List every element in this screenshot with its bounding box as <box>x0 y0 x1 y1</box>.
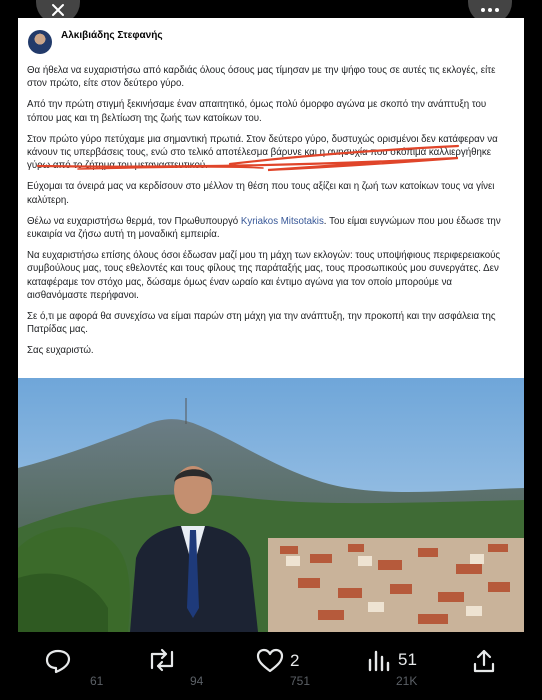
reply-count: 61 <box>90 674 104 688</box>
analytics-icon <box>366 648 392 672</box>
share-button[interactable] <box>472 648 496 674</box>
repost-icon <box>146 648 178 672</box>
paragraph: Θα ήθελα να ευχαριστήσω από καρδιάς όλους όσους μας τίμησαν με την ψήφο τους σε αυτές τις εκλογές, είτε στον πρώτο, είτε στον δεύτερο γύρο. <box>27 65 496 90</box>
reply-button[interactable] <box>44 648 72 674</box>
tweet-action-bar <box>0 640 542 700</box>
post-card <box>18 18 524 378</box>
close-icon <box>50 2 66 18</box>
paragraph <box>27 215 513 241</box>
like-count: 2 <box>290 651 300 670</box>
paragraph: Από την πρώτη στιγμή ξεκινήσαμε έναν απαιτητικό, όμως πολύ όμορφο αγώνα με σκοπό την ανάπτυξη του τόπου μας και τη βελτίωση της ζωής των κατοίκων του. <box>27 99 487 124</box>
views-count-behind: 21K <box>396 674 418 688</box>
paragraph: Εύχομαι τα όνειρά μας να κερδίσουν στο μέλλον τη θέση που τους αξίζει και η ζωή των κατοίκων τους να γίνει καλύτερη. <box>27 181 495 206</box>
text-span: . Του είμαι ευγνώμων που μου έδωσε την ευκαιρία να ζήσω αυτή τη μοναδική εμπειρία. <box>27 215 501 241</box>
paragraph: Να ευχαριστήσω επίσης όλους όσοι έδωσαν μαζί μου τη μάχη των εκλογών: τους υποψήφιους περιφερειακούς συμβούλους μας, τους εθελοντές και τους φίλους της παράταξής μας, τους προσωπικούς μου συνεργάτες. Δεν καταφέραμε τον στόχο μας, δώσαμε όμως έναν ωραίο και έντιμο αγώνα για τον οποίο μπορούμε να αισθανόμαστε περήφανοι. <box>27 250 501 301</box>
avatar <box>28 30 52 54</box>
reply-icon <box>44 648 72 674</box>
paragraph: Στον πρώτο γύρο πετύχαμε μια σημαντική πρωτιά. Στον δεύτερο γύρο, δυστυχώς ορισμένοι δεν κατάφεραν να κάνουν τις υπερβάσεις τους, ενώ στο τελικό αποτέλεσμα βάρυνε και η ανησυχία που σκόπιμα καλλιεργήθηκε γύρω από το ζήτημα του μεταναστευτικού. <box>27 133 498 172</box>
views-count: 51 <box>398 650 417 669</box>
paragraph: Σας ευχαριστώ. <box>27 345 94 357</box>
post-photo <box>18 378 524 632</box>
repost-count: 94 <box>190 674 204 688</box>
post-body <box>27 64 513 366</box>
share-icon <box>472 648 496 674</box>
like-button[interactable] <box>256 648 299 674</box>
post-author: Αλκιβιάδης Στεφανής <box>61 30 163 41</box>
repost-button[interactable] <box>146 648 178 672</box>
mention-link[interactable]: Kyriakos Mitsotakis <box>240 215 324 227</box>
heart-icon <box>256 648 284 674</box>
views-button[interactable] <box>366 648 417 672</box>
more-icon <box>480 7 500 13</box>
landscape-photo <box>18 378 524 632</box>
paragraph: Σε ό,τι με αφορά θα συνεχίσω να είμαι παρών στη μάχη για την ανάπτυξη, την προκοπή και την ασφάλεια της Πατρίδας μας. <box>27 311 496 336</box>
text-span: Θέλω να ευχαριστήσω θερμά, τον Πρωθυπουργό <box>27 215 241 227</box>
embedded-post-screenshot <box>18 18 524 378</box>
like-count-behind: 751 <box>290 674 311 688</box>
